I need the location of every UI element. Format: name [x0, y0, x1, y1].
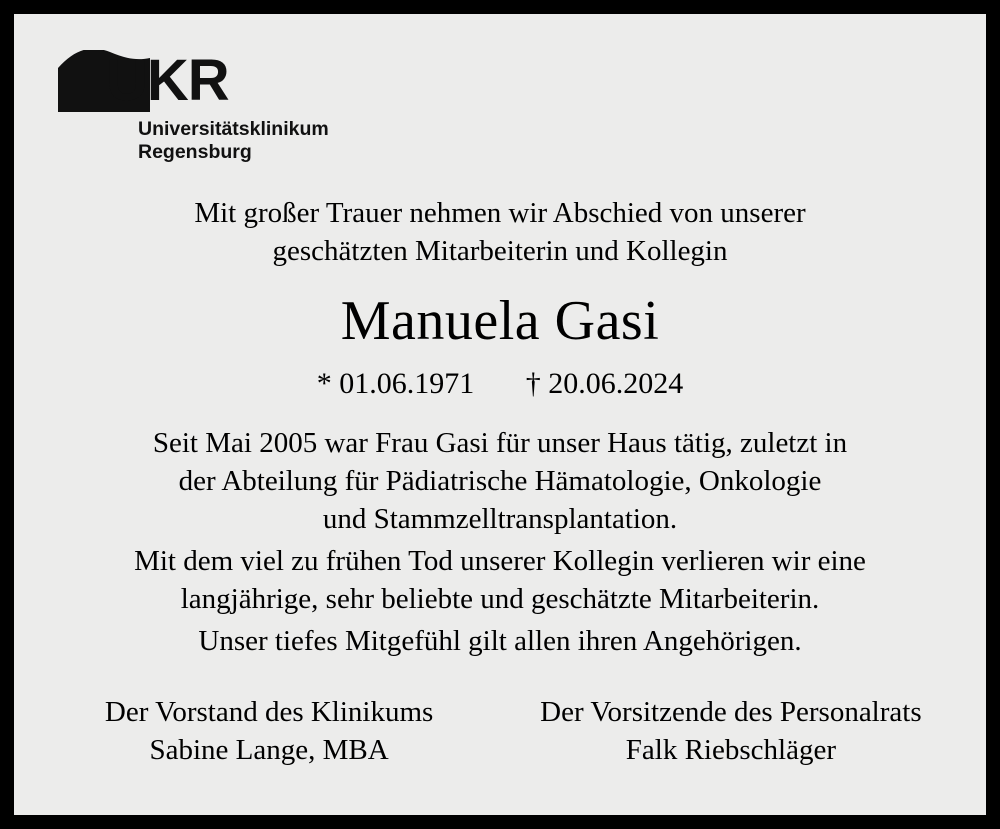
signature-left-title: Der Vorstand des Klinikums	[104, 696, 434, 728]
body-paragraph-2	[54, 542, 946, 618]
signature-block	[54, 693, 946, 769]
logo-mark	[58, 50, 378, 112]
body-paragraph-3	[54, 622, 946, 660]
body-p2-line-1: Mit dem viel zu frühen Tod unserer Kollegin verlieren wir eine	[134, 545, 866, 577]
intro-text	[54, 194, 946, 270]
ukr-logo	[58, 50, 946, 164]
birth-date: * 01.06.1971	[316, 367, 475, 400]
institution-line-2: Regensburg	[138, 141, 252, 163]
body-p1-line-3: und Stammzelltransplantation.	[322, 503, 678, 535]
deceased-dates	[54, 366, 946, 402]
body-p2-line-2: langjährige, sehr beliebte und geschätzte Mitarbeiterin.	[180, 583, 820, 615]
signature-right-name: Falk Riebschläger	[625, 734, 836, 766]
intro-line-2: geschätzten Mitarbeiterin und Kollegin	[272, 235, 728, 267]
obituary-inner-panel	[14, 14, 986, 815]
body-p1-line-1: Seit Mai 2005 war Frau Gasi für unser Haus tätig, zuletzt in	[152, 427, 848, 459]
deceased-name: Manuela Gasi	[340, 290, 660, 352]
body-paragraph-1	[54, 424, 946, 538]
institution-name	[138, 118, 946, 164]
intro-line-1: Mit großer Trauer nehmen wir Abschied von unserer	[194, 197, 806, 229]
body-p3-line-1: Unser tiefes Mitgefühl gilt allen ihren Angehörigen.	[198, 625, 802, 657]
institution-line-1: Universitätsklinikum	[138, 118, 329, 140]
signature-left-name: Sabine Lange, MBA	[149, 734, 389, 766]
death-date: † 20.06.2024	[525, 367, 684, 400]
ukr-wordmark: UKR	[106, 48, 229, 113]
body-p1-line-2: der Abteilung für Pädiatrische Hämatologie, Onkologie	[178, 465, 822, 497]
signature-right-title: Der Vorsitzende des Personalrats	[540, 696, 922, 728]
obituary-body	[54, 424, 946, 660]
signature-left	[56, 693, 482, 769]
signature-right	[518, 693, 944, 769]
